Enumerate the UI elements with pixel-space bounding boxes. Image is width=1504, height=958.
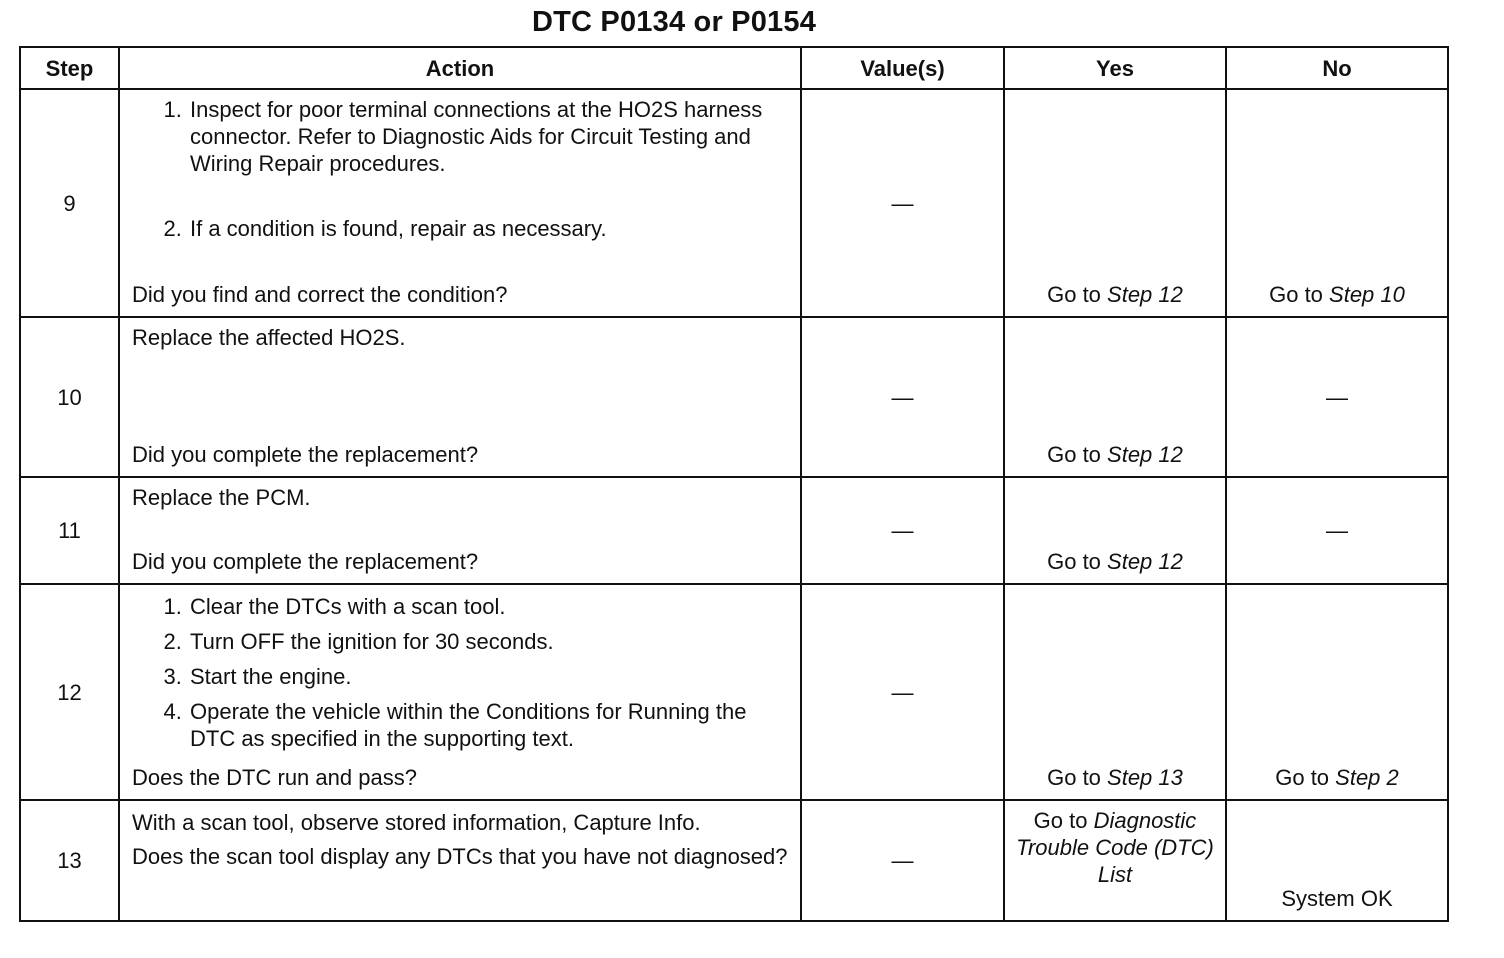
yes-cell bbox=[1004, 317, 1226, 477]
table-row bbox=[20, 89, 1448, 317]
action-item: 3. Start the engine. bbox=[188, 663, 790, 690]
step-number: 9 bbox=[20, 89, 119, 317]
action-item: 1. Clear the DTCs with a scan tool. bbox=[188, 593, 790, 620]
yes-prefix: Go to bbox=[1033, 808, 1094, 833]
yes-link[interactable]: Step 13 bbox=[1107, 765, 1183, 790]
action-question: Did you complete the replacement? bbox=[132, 442, 479, 467]
empty-value: — bbox=[891, 848, 914, 873]
action-text: Replace the PCM. bbox=[132, 485, 311, 510]
yes-prefix: Go to bbox=[1047, 549, 1108, 574]
empty-value: — bbox=[1326, 384, 1348, 410]
action-text: Replace the affected HO2S. bbox=[132, 325, 406, 350]
no-cell bbox=[1226, 89, 1448, 317]
action-cell bbox=[119, 89, 801, 317]
yes-link[interactable]: Step 12 bbox=[1107, 549, 1183, 574]
action-question: Does the DTC run and pass? bbox=[132, 765, 417, 790]
yes-link[interactable]: Diagnostic Trouble Code (DTC) List bbox=[1016, 808, 1214, 887]
header-step: Step bbox=[20, 47, 119, 89]
action-text: With a scan tool, observe stored information, Capture Info. bbox=[132, 810, 701, 835]
action-cell bbox=[119, 584, 801, 800]
action-cell bbox=[119, 317, 801, 477]
no-link[interactable]: Step 10 bbox=[1329, 282, 1405, 307]
no-link[interactable]: Step 2 bbox=[1335, 765, 1399, 790]
yes-link[interactable]: Step 12 bbox=[1107, 282, 1183, 307]
action-list bbox=[132, 96, 790, 242]
action-list bbox=[132, 593, 790, 752]
action-cell bbox=[119, 800, 801, 921]
dtc-table bbox=[19, 46, 1449, 922]
empty-value: — bbox=[891, 190, 914, 216]
page-title: DTC P0134 or P0154 bbox=[531, 6, 817, 38]
yes-cell bbox=[1004, 477, 1226, 584]
yes-prefix: Go to bbox=[1047, 765, 1108, 790]
action-question: Did you find and correct the condition? bbox=[132, 282, 508, 307]
header-row bbox=[20, 47, 1448, 89]
yes-cell bbox=[1004, 89, 1226, 317]
header-yes: Yes bbox=[1004, 47, 1226, 89]
yes-link[interactable]: Step 12 bbox=[1107, 442, 1183, 467]
no-cell bbox=[1226, 800, 1448, 921]
value-cell bbox=[801, 584, 1004, 800]
action-question: Did you complete the replacement? bbox=[132, 549, 479, 574]
action-cell bbox=[119, 477, 801, 584]
step-number: 11 bbox=[20, 477, 119, 584]
value-cell bbox=[801, 800, 1004, 921]
empty-value: — bbox=[891, 679, 914, 705]
header-values: Value(s) bbox=[801, 47, 1004, 89]
table-row bbox=[20, 477, 1448, 584]
yes-prefix: Go to bbox=[1047, 282, 1108, 307]
table-row bbox=[20, 584, 1448, 800]
no-cell bbox=[1226, 477, 1448, 584]
action-item: 4. Operate the vehicle within the Conditions for Running the DTC as specified in the supporting text. bbox=[188, 698, 790, 752]
action-item: 2. Turn OFF the ignition for 30 seconds. bbox=[188, 628, 790, 655]
table-row bbox=[20, 317, 1448, 477]
yes-prefix: Go to bbox=[1047, 442, 1108, 467]
step-number: 13 bbox=[20, 800, 119, 921]
step-number: 10 bbox=[20, 317, 119, 477]
action-item: 1. Inspect for poor terminal connections at the HO2S harness connector. Refer to Diagnostic Aids for Circuit Testing and Wiring Repair procedures. bbox=[188, 96, 790, 177]
empty-value: — bbox=[891, 384, 914, 410]
no-cell bbox=[1226, 584, 1448, 800]
empty-value: — bbox=[891, 518, 914, 543]
no-result: System OK bbox=[1281, 886, 1393, 911]
value-cell bbox=[801, 317, 1004, 477]
header-action: Action bbox=[119, 47, 801, 89]
value-cell bbox=[801, 477, 1004, 584]
table-row bbox=[20, 800, 1448, 921]
no-cell bbox=[1226, 317, 1448, 477]
step-number: 12 bbox=[20, 584, 119, 800]
value-cell bbox=[801, 89, 1004, 317]
no-prefix: Go to bbox=[1275, 765, 1336, 790]
action-question: Does the scan tool display any DTCs that you have not diagnosed? bbox=[132, 844, 788, 869]
action-item: 2. If a condition is found, repair as necessary. bbox=[188, 215, 790, 242]
header-no: No bbox=[1226, 47, 1448, 89]
yes-cell bbox=[1004, 800, 1226, 921]
yes-cell bbox=[1004, 584, 1226, 800]
empty-value: — bbox=[1326, 518, 1348, 543]
no-prefix: Go to bbox=[1269, 282, 1330, 307]
